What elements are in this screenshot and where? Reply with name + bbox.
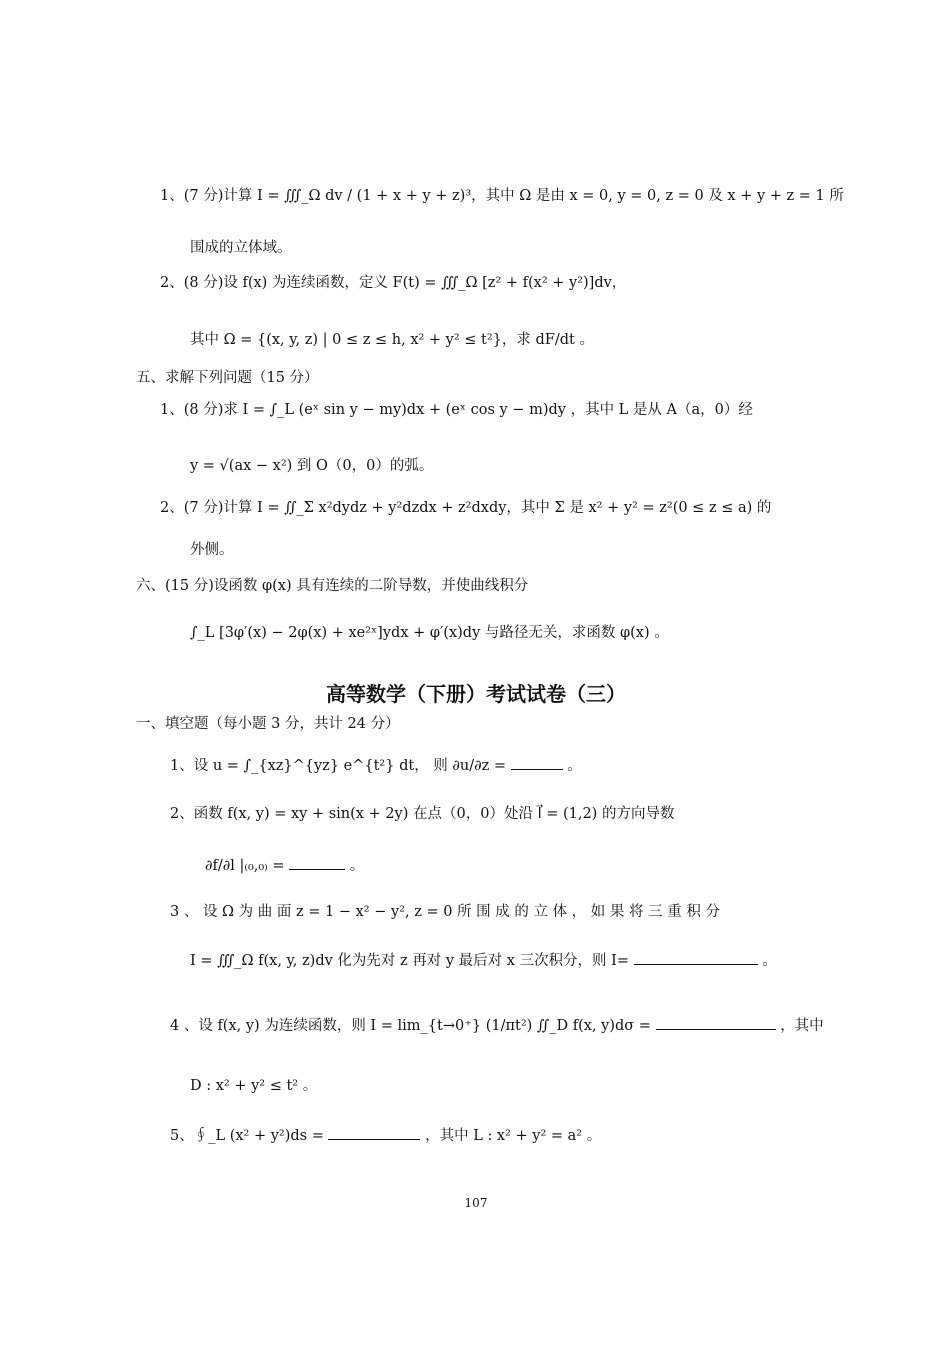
question-1-end: 。 — [567, 758, 582, 774]
section-5-heading: 五、求解下列问题（15 分） — [136, 370, 319, 386]
question-5 — [170, 1125, 601, 1145]
answer-blank-1[interactable] — [511, 755, 563, 770]
question-2: 2、函数 f(x, y) = xy + sin(x + 2y) 在点（0，0）处沿 l⃗ = (1,2) 的方向导数 — [170, 806, 675, 822]
exam-title: 高等数学（下册）考试试卷（三） — [326, 682, 626, 706]
problem-5-1-cont: y = √(ax − x²) 到 O（0，0）的弧。 — [190, 458, 434, 474]
question-2-cont — [205, 855, 364, 875]
question-4-text: 4 、设 f(x, y) 为连续函数，则 I = lim_{t→0⁺} (1/πt²) ∬_D f(x, y)dσ = — [170, 1018, 651, 1034]
problem-5-2-cont: 外侧。 — [190, 542, 234, 558]
problem-4-1: 1、(7 分)计算 I = ∭_Ω dv / (1 + x + y + z)³，其中 Ω 是由 x = 0, y = 0, z = 0 及 x + y + z = 1 所 — [160, 188, 844, 204]
problem-4-2: 2、(8 分)设 f(x) 为连续函数，定义 F(t) = ∭_Ω [z² + f(x² + y²)]dv， — [160, 275, 627, 291]
question-4 — [170, 1015, 824, 1035]
question-4-tail: ，其中 — [780, 1018, 824, 1034]
question-3-end: 。 — [762, 953, 777, 969]
problem-4-2-cont: 其中 Ω = {(x, y, z) | 0 ≤ z ≤ h, x² + y² ≤ t²}，求 dF/dt 。 — [190, 332, 594, 348]
question-3: 3 、 设 Ω 为 曲 面 z = 1 − x² − y², z = 0 所 围 成 的 立 体 ， 如 果 将 三 重 积 分 — [170, 904, 720, 920]
question-3-text: I = ∭_Ω f(x, y, z)dv 化为先对 z 再对 y 最后对 x 三次积分，则 I= — [190, 953, 630, 969]
question-2-derivative: ∂f/∂l |₍₀,₀₎ = — [205, 858, 285, 874]
question-3-cont — [190, 950, 777, 970]
question-5-tail: ，其中 L : x² + y² = a² 。 — [425, 1128, 602, 1144]
question-1 — [170, 755, 582, 775]
problem-6: ∫_L [3φ′(x) − 2φ(x) + xe²ˣ]ydx + φ′(x)dy 与路径无关，求函数 φ(x) 。 — [190, 625, 669, 641]
answer-blank-5[interactable] — [328, 1125, 420, 1140]
question-4-cont: D : x² + y² ≤ t² 。 — [190, 1078, 318, 1094]
page-number: 107 — [464, 1196, 488, 1210]
question-2-end: 。 — [349, 858, 365, 874]
answer-blank-3[interactable] — [634, 950, 758, 965]
section-1-heading: 一、填空题（每小题 3 分，共计 24 分） — [136, 716, 400, 732]
problem-5-2: 2、(7 分)计算 I = ∬_Σ x²dydz + y²dzdx + z²dxdy，其中 Σ 是 x² + y² = z²(0 ≤ z ≤ a) 的 — [160, 500, 772, 516]
question-1-text: 1、设 u = ∫_{xz}^{yz} e^{t²} dt， 则 ∂u/∂z = — [170, 758, 507, 774]
answer-blank-2[interactable] — [289, 855, 345, 870]
section-6-heading: 六、(15 分)设函数 φ(x) 具有连续的二阶导数，并使曲线积分 — [136, 578, 529, 594]
problem-5-1: 1、(8 分)求 I = ∫_L (eˣ sin y − my)dx + (eˣ cos y − m)dy ，其中 L 是从 A（a，0）经 — [160, 402, 753, 418]
question-5-text: 5、∮_L (x² + y²)ds = — [170, 1128, 324, 1144]
answer-blank-4[interactable] — [656, 1015, 776, 1030]
problem-4-1-cont: 围成的立体域。 — [190, 240, 292, 256]
